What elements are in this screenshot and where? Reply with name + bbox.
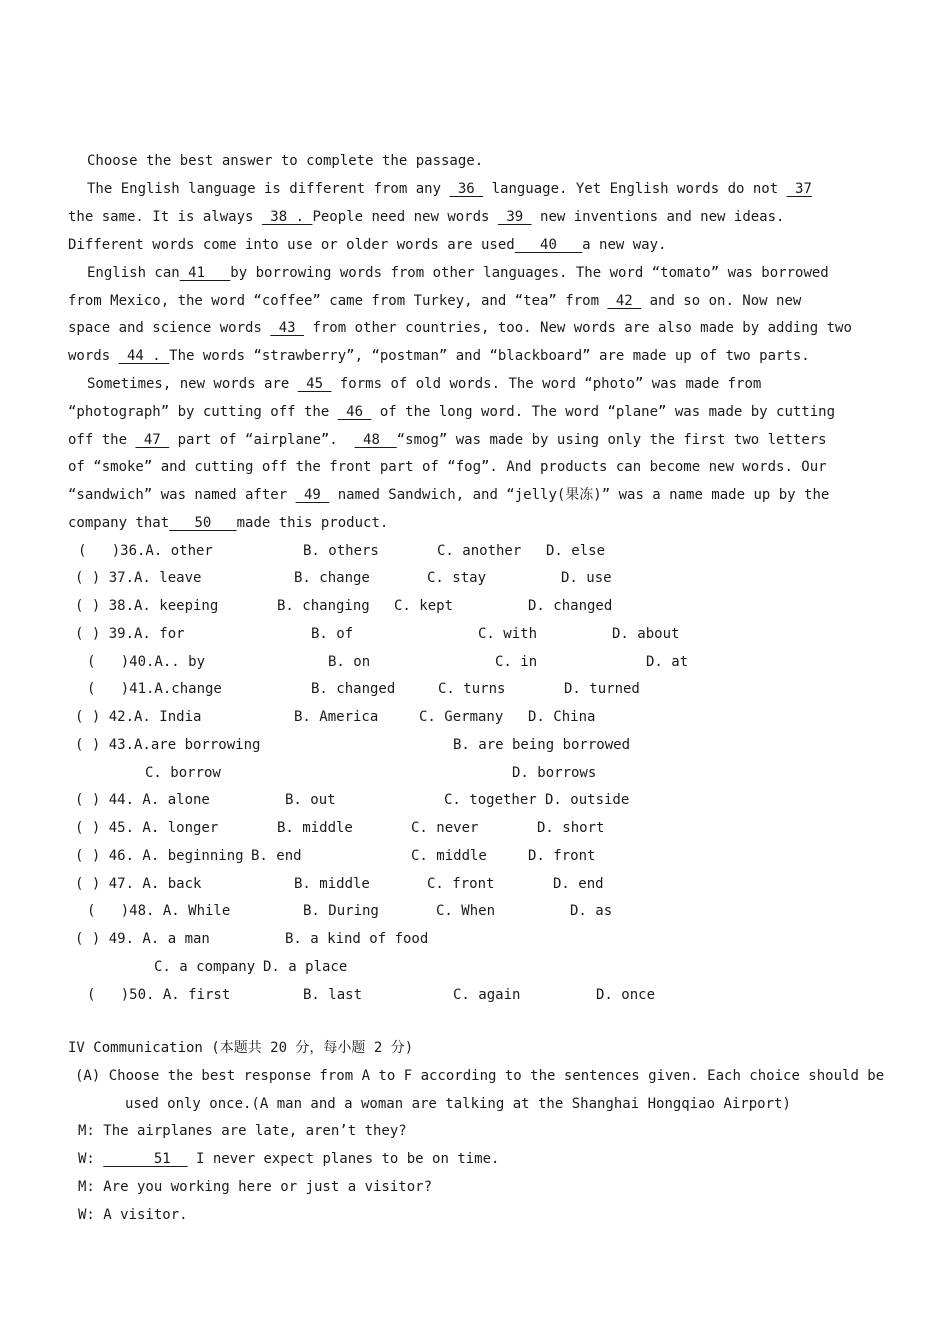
passage-line: from Mexico, the word “coffee” came from Turkey, and “tea” from 42 and so on. Now new bbox=[68, 293, 802, 309]
question-36-option-c[interactable]: C. another bbox=[437, 543, 522, 559]
blank-39: 39 bbox=[497, 209, 532, 225]
passage-line: words 44 . The words “strawberry”, “postman” and “blackboard” are made up of two parts. bbox=[68, 348, 810, 364]
question-49-stem: ( ) 49. A. a man bbox=[75, 931, 210, 947]
question-47-option-d[interactable]: D. end bbox=[553, 876, 604, 892]
question-36-stem: ( )36.A. other bbox=[78, 543, 213, 559]
question-48-option-d[interactable]: D. as bbox=[570, 903, 613, 919]
question-38-stem: ( ) 38.A. keeping bbox=[75, 598, 219, 614]
question-47-option-c[interactable]: C. front bbox=[427, 876, 495, 892]
blank-43: 43 bbox=[270, 320, 305, 336]
question-42-stem: ( ) 42.A. India bbox=[75, 709, 202, 725]
blank-47: 47 bbox=[135, 432, 170, 448]
blank-49: 49 bbox=[295, 487, 330, 503]
question-39-stem: ( ) 39.A. for bbox=[75, 626, 185, 642]
question-43-option-c[interactable]: C. borrow bbox=[145, 765, 221, 781]
question-36-option-d[interactable]: D. else bbox=[546, 543, 606, 559]
question-50-stem: ( )50. A. first bbox=[87, 987, 231, 1003]
question-36-option-b[interactable]: B. others bbox=[303, 543, 379, 559]
question-39-option-d[interactable]: D. about bbox=[612, 626, 680, 642]
question-40-option-d[interactable]: D. at bbox=[646, 654, 689, 670]
question-50-option-c[interactable]: C. again bbox=[453, 987, 521, 1003]
blank-50: 50 bbox=[169, 515, 237, 531]
question-37-option-b[interactable]: B. change bbox=[294, 570, 370, 586]
blank-51: 51 bbox=[103, 1151, 188, 1167]
question-46-option-d[interactable]: D. front bbox=[528, 848, 596, 864]
question-46-option-c[interactable]: C. middle bbox=[411, 848, 487, 864]
blank-37: 37 bbox=[786, 181, 812, 197]
question-43-stem: ( ) 43.A.are borrowing bbox=[75, 737, 261, 753]
blank-41: 41 bbox=[179, 265, 231, 281]
passage-line: space and science words 43 from other countries, too. New words are also made by adding two bbox=[68, 320, 852, 336]
question-48-stem: ( )48. A. While bbox=[87, 903, 231, 919]
dialogue-line: W: A visitor. bbox=[78, 1207, 188, 1223]
question-37-option-d[interactable]: D. use bbox=[561, 570, 612, 586]
passage-line: company that 50 made this product. bbox=[68, 515, 389, 531]
passage-line: Different words come into use or older words are used 40 a new way. bbox=[68, 237, 667, 253]
question-44-option-c[interactable]: C. together bbox=[444, 792, 537, 808]
question-37-stem: ( ) 37.A. leave bbox=[75, 570, 202, 586]
question-45-option-d[interactable]: D. short bbox=[537, 820, 605, 836]
section-instruction-cont: used only once.(A man and a woman are talking at the Shanghai Hongqiao Airport) bbox=[125, 1096, 791, 1112]
question-42-option-b[interactable]: B. America bbox=[294, 709, 379, 725]
question-44-option-d[interactable]: D. outside bbox=[545, 792, 630, 808]
blank-45: 45 bbox=[297, 376, 332, 392]
question-48-option-b[interactable]: B. During bbox=[303, 903, 379, 919]
dialogue-line: W: 51 I never expect planes to be on time. bbox=[78, 1151, 500, 1167]
question-40-stem: ( )40.A.. by bbox=[87, 654, 206, 670]
passage-line: of “smoke” and cutting off the front part of “fog”. And products can become new words. Our bbox=[68, 459, 827, 475]
passage-instruction: Choose the best answer to complete the passage. bbox=[87, 153, 484, 169]
passage-line: off the 47 part of “airplane”. 48 “smog” was made by using only the first two letters bbox=[68, 432, 827, 448]
passage-line: “photograph” by cutting off the 46 of the long word. The word “plane” was made by cutting bbox=[68, 404, 836, 420]
question-48-option-c[interactable]: C. When bbox=[436, 903, 496, 919]
question-41-option-c[interactable]: C. turns bbox=[438, 681, 506, 697]
question-41-stem: ( )41.A.change bbox=[87, 681, 222, 697]
blank-42: 42 bbox=[607, 293, 642, 309]
question-43-option-b[interactable]: B. are being borrowed bbox=[453, 737, 631, 753]
question-41-option-d[interactable]: D. turned bbox=[564, 681, 640, 697]
question-46-stem: ( ) 46. A. beginning bbox=[75, 848, 244, 864]
question-49-option-c[interactable]: C. a company bbox=[154, 959, 256, 975]
question-37-option-c[interactable]: C. stay bbox=[427, 570, 487, 586]
passage-line: The English language is different from any 36 language. Yet English words do not 37 bbox=[87, 181, 812, 197]
question-50-option-b[interactable]: B. last bbox=[303, 987, 363, 1003]
question-42-option-c[interactable]: C. Germany bbox=[419, 709, 504, 725]
passage-line: English can 41 by borrowing words from other languages. The word “tomato” was borrowed bbox=[87, 265, 829, 281]
question-45-stem: ( ) 45. A. longer bbox=[75, 820, 219, 836]
section-heading: IV Communication (本题共 20 分，每小题 2 分) bbox=[68, 1040, 414, 1056]
passage-line: Sometimes, new words are 45 forms of old words. The word “photo” was made from bbox=[87, 376, 762, 392]
passage-line: “sandwich” was named after 49 named Sandwich, and “jelly(果冻)” was a name made up by the bbox=[68, 487, 830, 503]
question-49-option-b[interactable]: B. a kind of food bbox=[285, 931, 429, 947]
question-46-option-b[interactable]: B. end bbox=[251, 848, 302, 864]
question-50-option-d[interactable]: D. once bbox=[596, 987, 656, 1003]
question-47-stem: ( ) 47. A. back bbox=[75, 876, 202, 892]
question-38-option-c[interactable]: C. kept bbox=[394, 598, 454, 614]
question-39-option-b[interactable]: B. of bbox=[311, 626, 354, 642]
question-38-option-b[interactable]: B. changing bbox=[277, 598, 370, 614]
question-38-option-d[interactable]: D. changed bbox=[528, 598, 613, 614]
question-49-option-d[interactable]: D. a place bbox=[263, 959, 348, 975]
question-47-option-b[interactable]: B. middle bbox=[294, 876, 370, 892]
passage-line: the same. It is always 38 . People need new words 39 new inventions and new ideas. bbox=[68, 209, 785, 225]
question-45-option-b[interactable]: B. middle bbox=[277, 820, 353, 836]
question-44-stem: ( ) 44. A. alone bbox=[75, 792, 210, 808]
question-42-option-d[interactable]: D. China bbox=[528, 709, 596, 725]
dialogue-line: M: Are you working here or just a visitor? bbox=[78, 1179, 433, 1195]
blank-38: 38 . bbox=[261, 209, 313, 225]
blank-40: 40 bbox=[514, 237, 583, 253]
question-45-option-c[interactable]: C. never bbox=[411, 820, 479, 836]
blank-48: 48 bbox=[354, 432, 397, 448]
dialogue-line: M: The airplanes are late, aren’t they? bbox=[78, 1123, 407, 1139]
blank-46: 46 bbox=[337, 404, 372, 420]
question-43-option-d[interactable]: D. borrows bbox=[512, 765, 597, 781]
blank-36: 36 bbox=[449, 181, 484, 197]
question-40-option-b[interactable]: B. on bbox=[328, 654, 371, 670]
question-40-option-c[interactable]: C. in bbox=[495, 654, 538, 670]
question-39-option-c[interactable]: C. with bbox=[478, 626, 538, 642]
question-44-option-b[interactable]: B. out bbox=[285, 792, 336, 808]
section-instruction: (A) Choose the best response from A to F according to the sentences given. Each choice should be bbox=[75, 1068, 885, 1084]
blank-44: 44 . bbox=[118, 348, 170, 364]
question-41-option-b[interactable]: B. changed bbox=[311, 681, 396, 697]
